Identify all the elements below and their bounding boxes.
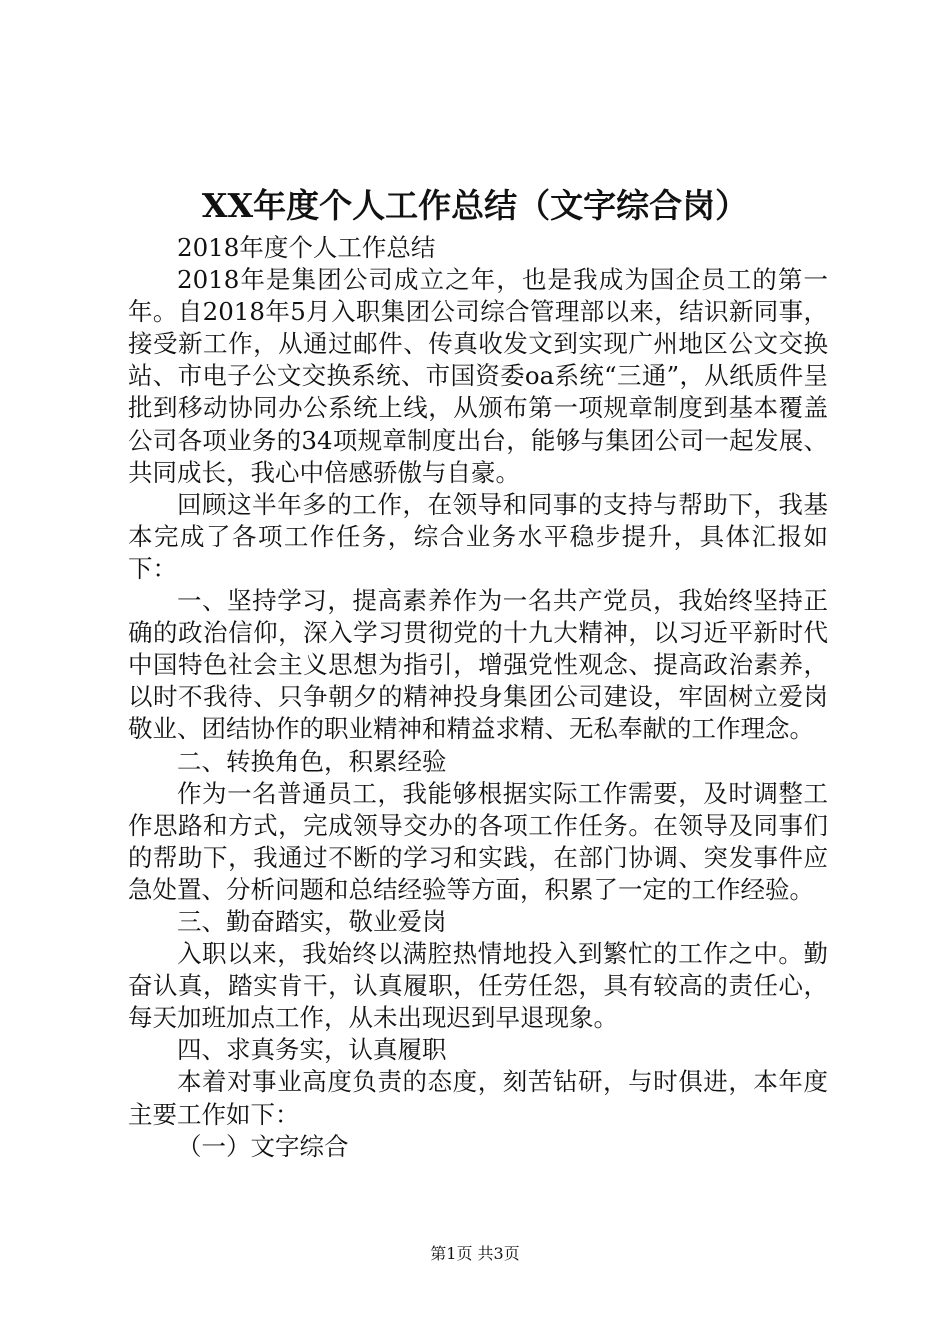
paragraph-section-1: 一、坚持学习，提高素养作为一名共产党员，我始终坚持正确的政治信仰，深入学习贯彻党的十九大精神，以习近平新时代中国特色社会主义思想为指引，增强党性观念、提高政治素养，以时不我待、只争朝夕的精神投身集团公司建设，牢固树立爱岗敬业、团结协作的职业精神和精益求精、无私奉献的工作理念。 bbox=[128, 586, 828, 744]
heading-section-2: 二、转换角色，积累经验 bbox=[177, 746, 447, 776]
document-body bbox=[128, 232, 828, 1163]
paragraph-subtitle: 2018年度个人工作总结 bbox=[177, 233, 436, 262]
page-number-footer: 第1页 共3页 bbox=[430, 1244, 520, 1263]
paragraph-intro: 2018年是集团公司成立之年，也是我成为国企员工的第一年。自2018年5月入职集团公司综合管理部以来，结识新同事，接受新工作，从通过邮件、传真收发文到实现广州地区公文交换站、市电子公文交换系统、市国资委oa系统“三通”，从纸质件呈批到移动协同办公系统上线，从颁布第一项规章制度到基本覆盖公司各项业务的34项规章制度出台，能够与集团公司一起发展、共同成长，我心中倍感骄傲与自豪。 bbox=[128, 265, 828, 487]
document-title: XX年度个人工作总结（文字综合岗） bbox=[201, 186, 749, 225]
paragraph-section-4: 本着对事业高度负责的态度，刻苦钻研，与时俱进，本年度主要工作如下： bbox=[128, 1067, 828, 1129]
heading-subsection-1: （一）文字综合 bbox=[177, 1131, 349, 1161]
paragraph-section-2: 作为一名普通员工，我能够根据实际工作需要，及时调整工作思路和方式，完成领导交办的各项工作任务。在领导及同事们的帮助下，我通过不断的学习和实践，在部门协调、突发事件应急处置、分析问题和总结经验等方面，积累了一定的工作经验。 bbox=[128, 778, 828, 904]
heading-section-3: 三、勤奋踏实，敬业爱岗 bbox=[177, 906, 447, 936]
paragraph-review: 回顾这半年多的工作，在领导和同事的支持与帮助下，我基本完成了各项工作任务，综合业务水平稳步提升，具体汇报如下： bbox=[128, 489, 828, 583]
heading-section-4: 四、求真务实，认真履职 bbox=[177, 1035, 447, 1065]
paragraph-section-3: 入职以来，我始终以满腔热情地投入到繁忙的工作之中。勤奋认真，踏实肯干，认真履职，任劳任怨，具有较高的责任心，每天加班加点工作，从未出现迟到早退现象。 bbox=[128, 939, 828, 1033]
